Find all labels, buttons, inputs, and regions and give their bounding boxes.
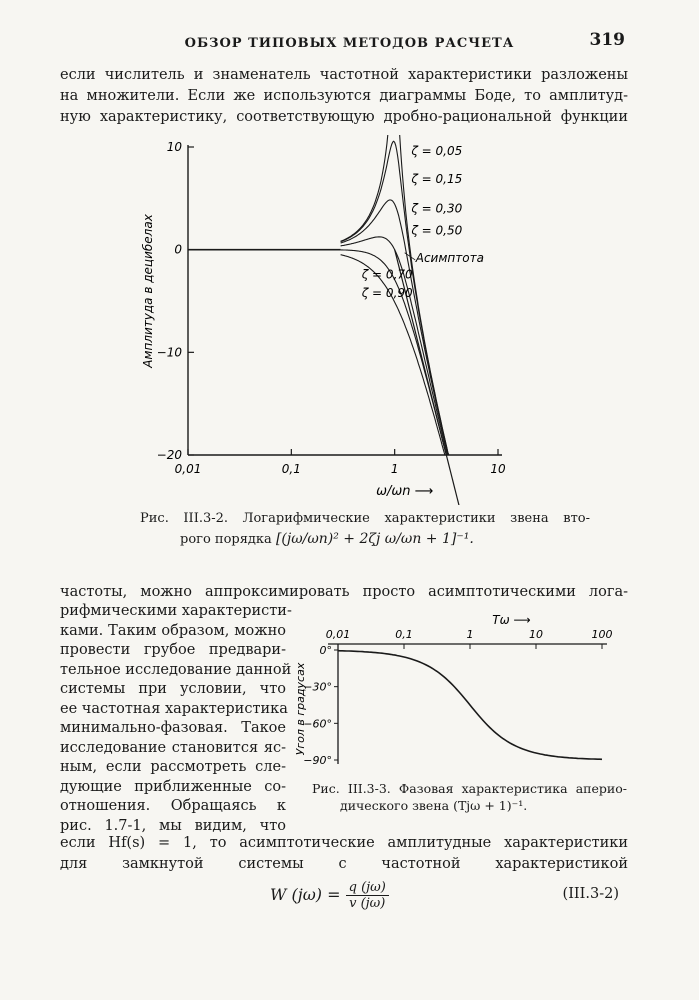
series-label: ζ = 0,90: [361, 285, 413, 300]
body-left-column: [60, 602, 292, 836]
series-label: ζ = 0,30: [411, 201, 463, 216]
body-line: рис. 1.7-1, мы видим, что: [60, 817, 286, 834]
x-tick-label: 0,1: [281, 462, 301, 476]
series-label: ζ = 0,70: [361, 267, 413, 282]
body-line: если Hf(s) = 1, то асимптотические амплитудные характеристики: [60, 835, 628, 851]
equation-numerator: q (jω): [346, 880, 389, 896]
intro-line: на множители. Если же используются диаграммы Боде, то амплитуд-: [60, 88, 628, 104]
body-line: ее частотная характеристика: [60, 700, 288, 717]
chart-axes: [188, 145, 502, 455]
body-paragraph: [60, 582, 628, 603]
figure1-caption: [140, 509, 590, 550]
y-tick-label: 0: [174, 242, 182, 257]
body-line: системы при условии, что: [60, 681, 286, 697]
figure2-caption-line2: дического звена (Tjω + 1)⁻¹.: [340, 798, 528, 813]
phase-chart: [290, 610, 630, 780]
body-line: минимально-фазовая. Такое: [60, 720, 286, 736]
body-line: ным, если рассмотреть сле-: [60, 759, 286, 775]
body-line: провести грубое предвари-: [60, 642, 286, 658]
series-label: ζ = 0,15: [411, 171, 463, 186]
equation-number: (III.3-2): [562, 886, 619, 902]
chart-series: [338, 651, 602, 760]
body-line: частоты, можно аппроксимировать просто асимптотическими лога-: [60, 584, 628, 600]
figure2-caption-line1: Рис. III.3-3. Фазовая характеристика апериo-: [312, 781, 627, 796]
y-tick-label: 10: [166, 140, 182, 154]
x-axis-label: Tω ⟶: [492, 613, 531, 627]
x-axis-label: ω/ωn ⟶: [376, 484, 434, 499]
series-label: ζ = 0,05: [411, 144, 463, 159]
series-line-zeta-0.9: [341, 255, 498, 455]
y-tick-label: −30°: [303, 680, 332, 694]
asymptote-label: Асимптота: [415, 250, 484, 265]
intro-line: ную характеристику, соответствующую дробно-рациональной функции: [60, 109, 628, 125]
figure1-caption-line2: рого порядка: [180, 532, 272, 547]
equation-lhs: W (jω) =: [270, 885, 341, 904]
y-tick-label: −20: [156, 448, 182, 462]
chart-labels: [294, 613, 613, 767]
equation-fraction: [346, 880, 389, 911]
x-tick-label: 100: [591, 628, 613, 641]
y-tick-label: 0°: [319, 644, 332, 657]
intro-line: если числитель и знаменатель частотной характеристики разложены: [60, 67, 628, 83]
body-line: тельное исследование данной: [60, 661, 292, 678]
page-number: 319: [589, 30, 625, 50]
equation-denominator: v (jω): [349, 896, 386, 911]
x-tick-label: 1: [390, 462, 399, 476]
body-line: рифмическими характеристи-: [60, 603, 292, 619]
chart-series: [341, 135, 498, 505]
x-tick-label: 0,01: [325, 628, 351, 641]
body-line: ками. Таким образом, можно: [60, 622, 286, 639]
body-line: для замкнутой системы с частотной характеристикой: [60, 856, 628, 872]
chart-labels: [141, 140, 506, 499]
running-header: ОБЗОР ТИПОВЫХ МЕТОДОВ РАСЧЕТА: [184, 36, 515, 51]
phase-curve: [338, 651, 602, 760]
y-axis-label: Угол в градусах: [294, 662, 307, 756]
body-line: дующие приближенные со-: [60, 778, 286, 795]
y-tick-label: −10: [156, 345, 182, 360]
x-tick-label: 0,01: [174, 462, 202, 476]
equation: [270, 880, 389, 911]
body-line: исследование становится яс-: [60, 739, 286, 756]
intro-paragraph: [60, 65, 628, 128]
body-tail-paragraph: [60, 833, 628, 875]
bode-magnitude-chart: [130, 135, 650, 505]
x-tick-label: 0,1: [395, 628, 413, 641]
x-tick-label: 10: [529, 628, 543, 641]
y-tick-label: −90°: [303, 754, 332, 767]
y-tick-label: −60°: [303, 717, 332, 731]
x-tick-label: 10: [490, 462, 506, 476]
figure1-caption-line1: Рис. III.3-2. Логарифмические характеристики звена вто-: [140, 511, 590, 526]
series-line-zeta-0.3: [341, 200, 498, 455]
body-line: отношения. Обращаясь к: [60, 798, 286, 814]
figure1-caption-formula: [(jω/ωn)² + 2ζj ω/ωn + 1]⁻¹.: [275, 531, 474, 547]
figure2-caption: [312, 780, 627, 814]
series-label: ζ = 0,50: [411, 223, 463, 238]
y-axis-label: Амплитуда в децибелах: [141, 214, 155, 368]
x-tick-label: 1: [466, 628, 474, 641]
chart-axes: [328, 644, 607, 764]
